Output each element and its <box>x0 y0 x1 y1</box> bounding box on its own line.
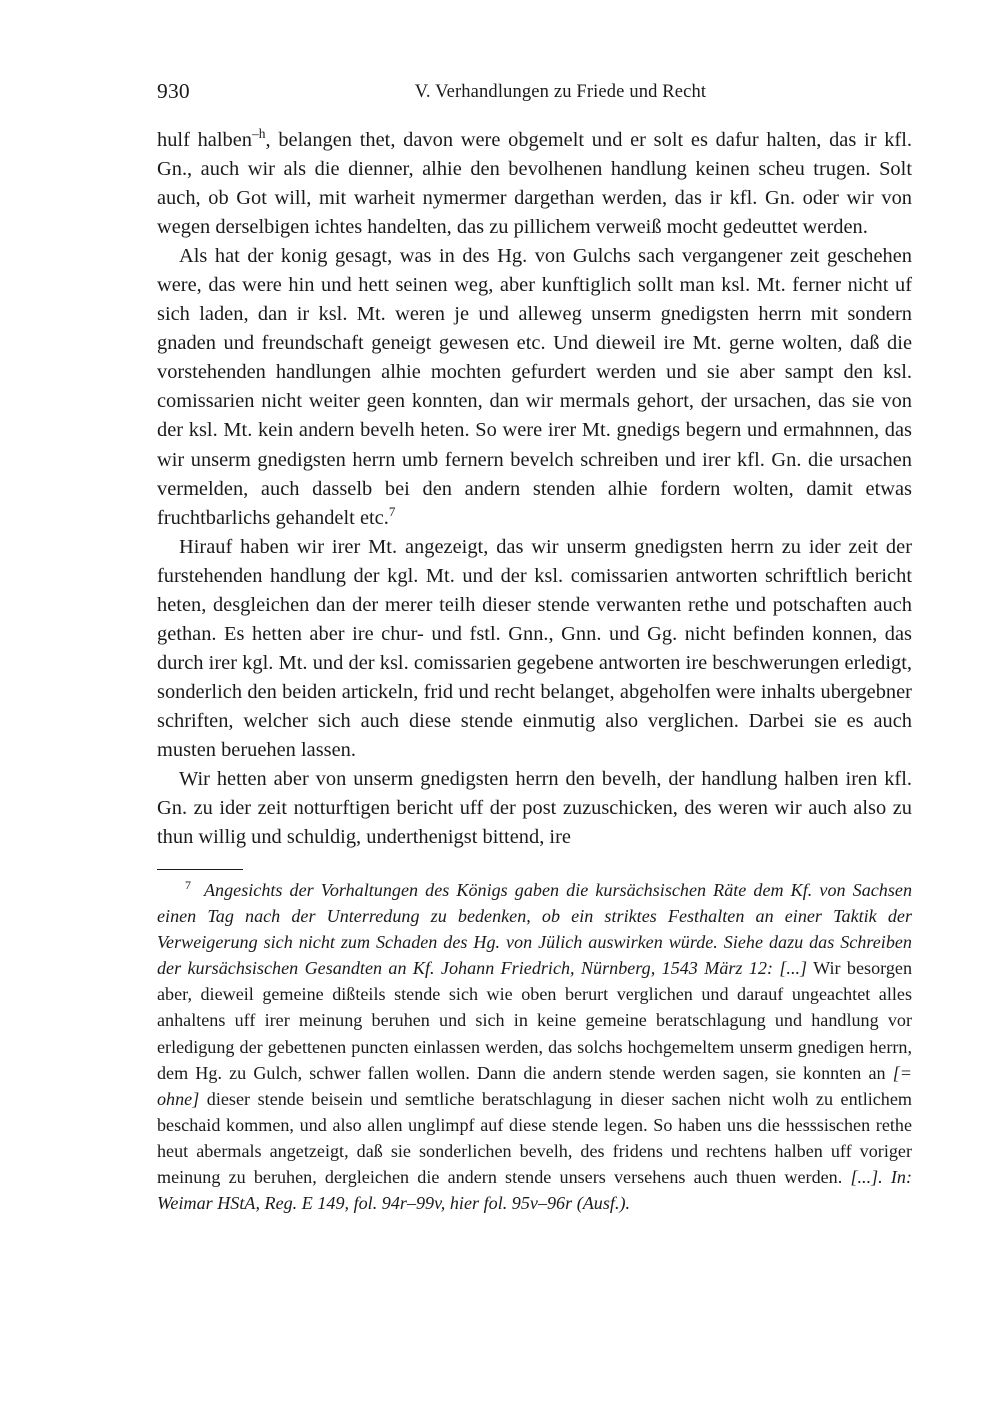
footnote-area <box>157 869 912 1216</box>
page-number: 930 <box>157 79 190 103</box>
paragraph-1-prefix: hulf halben <box>157 129 253 151</box>
footnote-separator-rule <box>157 869 243 870</box>
footnote-segment-roman-1: Wir besorgen aber, dieweil gemeine dißteils stende sich wie oben berurt verglichen und darauf ungeachtet alles anhaltens uff irer meinung beruhen und sich in keine gemeine beratschlagung und handlung vor erledigung der gebettenen puncten einlassen werden, das solchs hochgemeltem unserm gnedigen herrn, dem Hg. zu Gulch, schwer fallen wollen. Dann die andern stende werden sagen, sie konnten an <box>157 958 912 1083</box>
footnote-segment-italic-1: Angesichts der Vorhaltungen des Königs gaben die kursächsischen Räte dem Kf. von Sachsen einen Tag nach der Unterredung zu bedenken, ob ein striktes Festhalten an einer Taktik der Verweigerung sich nicht zum Schaden des Hg. von Jülich auswirken würde. Siehe dazu das Schreiben der kursächsischen Gesandten an Kf. Johann Friedrich, Nürnberg, 1543 März 12: [...] <box>157 880 912 979</box>
footnote-citation: [...]. In: Weimar HStA, Reg. E 149, fol. 94r–99v, hier fol. 95v–96r (Ausf.). <box>157 1167 912 1214</box>
paragraph-2-text: Als hat der konig gesagt, was in des Hg. von Gulchs sach vergangener zeit geschehen were, das were hin und hett seinen weg, aber kunftiglich sollt man ksl. Mt. ferner nicht uf sich laden, dan ir ksl. Mt. weren je und alleweg unserm gnedigsten herrn mit sondern gnaden und freundschaft geneigt gewesen etc. Und dieweil ire Mt. gerne wolten, daß die vorstehenden handlungen alhie mochten gefurdert werden und sie aber sampt den ksl. comissarien nicht weiter geen konnten, dan wir mermals gehort, der ursachen, das sie von der ksl. Mt. kein andern bevelh heten. So were irer Mt. gnedigs begern und ermahnnen, das wir unserm gnedigsten herrn umb fernern bevelch schreiben und irer kfl. Gn. die ursachen vermelden, auch dasselb bei den andern stenden alhie fordern wolten, damit etwas fruchtbarlichs gehandelt etc. <box>157 245 912 529</box>
main-text-block <box>157 126 912 852</box>
paragraph-1-text: , belangen thet, davon were obgemelt und er solt es dafur halten, das ir kfl. Gn., auch wir als die dienner, alhie den bevolhenen handlung keinen scheu trugen. Solt auch, ob Got will, mit warheit nymermer dargethan werden, das ir kfl. Gn. oder wir von wegen derselbigen ichtes handelten, das zu pillichem verweiß mocht gedeuttet werden. <box>157 129 913 239</box>
lemma-superscript: –h <box>252 126 266 142</box>
paragraph-1 <box>157 126 912 242</box>
paragraph-4: Wir hetten aber von unserm gnedigsten herrn den bevelh, der handlung halben iren kfl. Gn. zu ider zeit notturftigen bericht uff der post zuzuschicken, des weren wir auch also zu thun willig und schuldig, underthenigst bittend, ire <box>157 768 912 849</box>
paragraph-2 <box>157 242 912 532</box>
footnote-segment-roman-2: dieser stende beisein und semtliche beratschlagung in dieser sachen nicht wolh zu entlichem beschaid kommen, und also allen unglimpf auf diese stende legen. So haben uns die hesssischen rethe heut abermals angetzeigt, daß sie sonderlichen bevelh, des fridens und rechtens halben uff voriger meinung zu beruhen, dergleichen die andern stende unsers versehens auch thuen werden. <box>157 1088 912 1188</box>
footnote-segment-italic-2: [= ohne] <box>157 1062 912 1109</box>
footnote-number: 7 <box>185 877 191 892</box>
running-head-title: V. Verhandlungen zu Friede und Recht <box>414 82 707 102</box>
footnote-7 <box>157 877 912 1216</box>
paragraph-3: Hirauf haben wir irer Mt. angezeigt, das wir unserm gnedigsten herrn zu ider zeit der furstehenden handlung der kgl. Mt. und der ksl. comissarien antworten schriftlich bericht heten, desgleichen dan der merer teilh dieser stende verwanten rethe und potschaften auch gethan. Es hetten aber ire chur- und fstl. Gnn., Gnn. und Gg. nicht befinden konnen, das durch irer kgl. Mt. und der ksl. comissarien gegebene antworten ire beschwerungen erledigt, sonderlich den beiden artickeln, frid und recht belanget, abgeholfen were inhalts ubergebner schriften, welcher sich auch diese stende einmutig also verglichen. Darbei sie es auch musten beruehen lassen. <box>157 535 912 761</box>
running-head <box>157 78 912 104</box>
footnote-reference-7[interactable]: 7 <box>388 503 396 519</box>
